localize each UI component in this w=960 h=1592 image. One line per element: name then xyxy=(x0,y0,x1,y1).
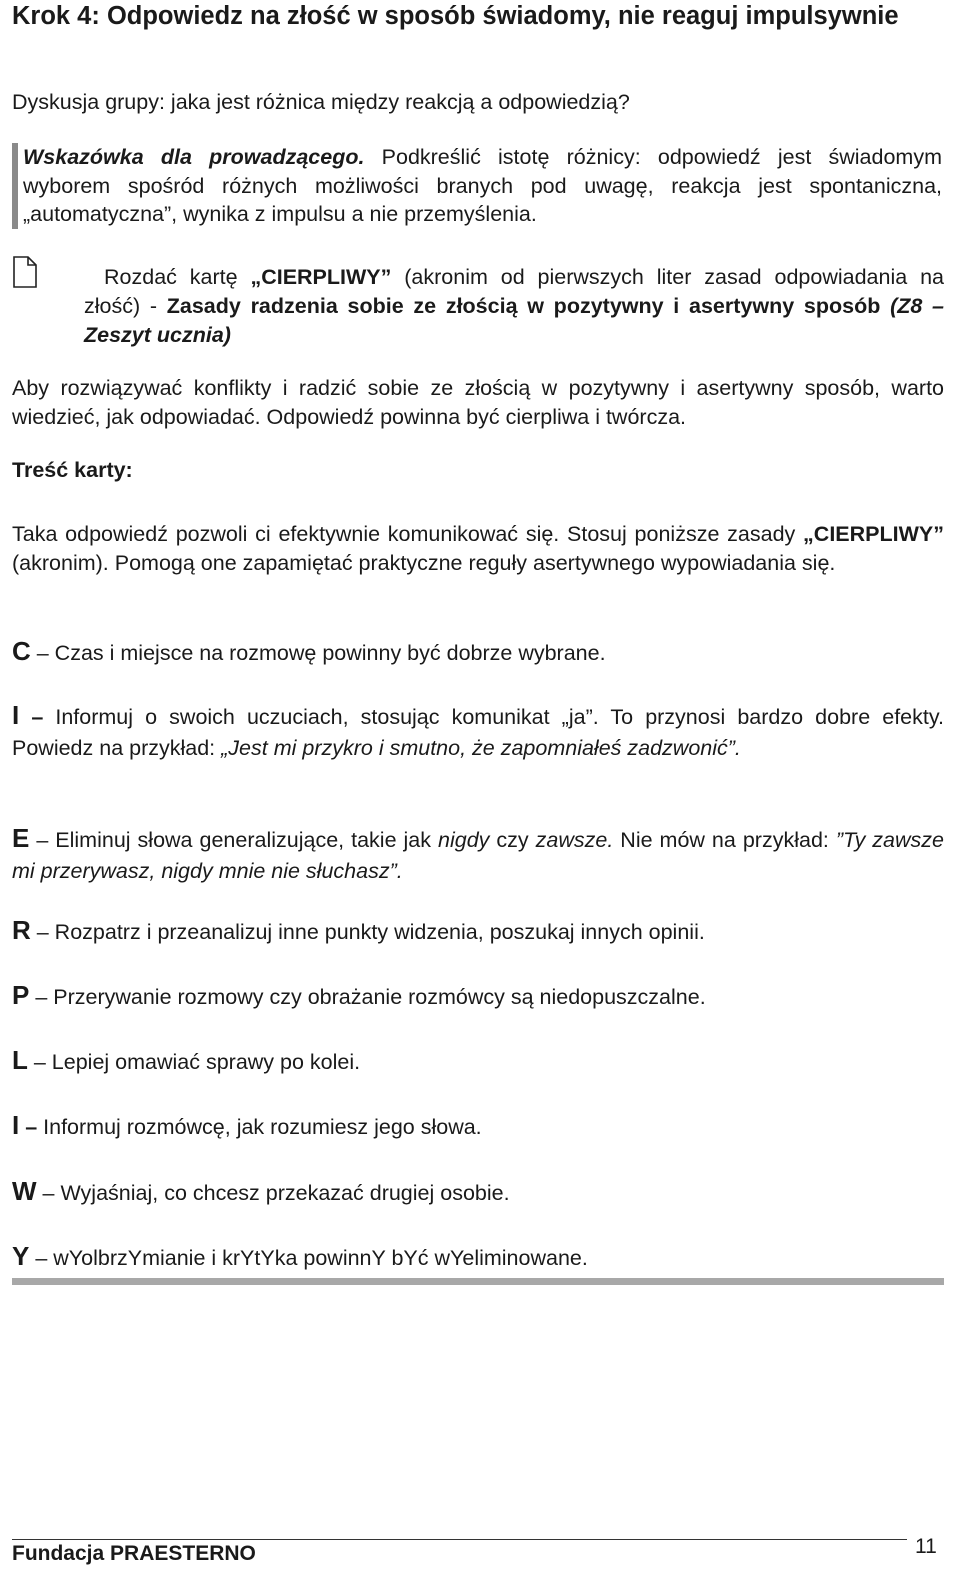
card-content-label: Treść karty: xyxy=(12,458,133,482)
rule-y xyxy=(12,1241,944,1274)
rule-i2 xyxy=(12,1110,944,1143)
rule-w xyxy=(12,1176,944,1209)
card-title: Zasady radzenia sobie ze złością w pozytywny i asertywny sposób xyxy=(166,294,881,318)
rule-i1-example: „Jest mi przykro i smutno, że zapomniałeś zadzwonić”. xyxy=(221,736,741,760)
rule-y-letter: Y xyxy=(12,1241,30,1271)
rule-i2-text: Informuj rozmówcę, jak rozumiesz jego słowa. xyxy=(37,1115,482,1139)
rule-l-text: – Lepiej omawiać sprawy po kolei. xyxy=(27,1050,361,1074)
card-acronym: „CIERPLIWY” xyxy=(250,265,392,289)
rule-i2-dash: – xyxy=(19,1115,38,1139)
rule-l xyxy=(12,1045,944,1078)
rule-i1-dash: – xyxy=(19,705,44,729)
footer-rule xyxy=(12,1539,907,1540)
rule-e-word1: nigdy xyxy=(438,828,490,852)
rule-e-word2: zawsze. xyxy=(535,828,614,852)
rule-r-text: – Rozpatrz i przeanalizuj inne punkty widzenia, poszukaj innych opinii. xyxy=(30,920,705,944)
card-reference: (Z8 – Zeszyt ucznia) xyxy=(84,294,944,347)
rule-p xyxy=(12,980,944,1013)
rule-e-text3: Nie mów na przykład: xyxy=(613,828,836,852)
hint-text xyxy=(23,143,942,229)
rule-c-text: – Czas i miejsce na rozmowę powinny być dobrze wybrane. xyxy=(30,641,606,665)
step-heading: Krok 4: Odpowiedz na złość w sposób świadomy, nie reaguj impulsywnie xyxy=(12,2,899,30)
card-intro-paragraph xyxy=(12,520,944,577)
rule-r-letter: R xyxy=(12,915,31,945)
card-instruction xyxy=(84,263,944,350)
section-divider xyxy=(12,1278,944,1285)
rule-l-letter: L xyxy=(12,1045,28,1075)
hint-side-bar xyxy=(12,143,18,229)
rule-e-text2: czy xyxy=(489,828,536,852)
document-icon xyxy=(12,256,38,288)
page-number: 11 xyxy=(915,1535,937,1558)
card-instruction-middle: (akronim od pierwszych liter zasad odpowiadania na złość) - xyxy=(84,265,944,318)
rule-w-text: – Wyjaśniaj, co chcesz przekazać drugiej osobie. xyxy=(36,1181,510,1205)
rule-i1-text: Informuj o swoich uczuciach, stosując komunikat „ja”. To przynosi bardzo dobre efekty. Powiedz na przykład: xyxy=(12,705,944,760)
rule-w-letter: W xyxy=(12,1176,37,1206)
rule-c xyxy=(12,636,944,669)
rule-p-letter: P xyxy=(12,980,30,1010)
rule-e-letter: E xyxy=(12,823,30,853)
card-intro-acronym: „CIERPLIWY” xyxy=(803,522,944,546)
rule-y-text: – wYolbrzYmianie i krYtYka powinnY bYć wYeliminowane. xyxy=(29,1246,588,1270)
card-intro-part2: (akronim). Pomogą one zapamiętać praktyczne reguły asertywnego wypowiadania się. xyxy=(12,550,836,575)
rule-r xyxy=(12,915,944,948)
card-instruction-lead: Rozdać kartę xyxy=(104,265,251,289)
rule-e-example: ”Ty zawsze mi przerywasz, nigdy mnie nie słuchasz”. xyxy=(12,828,945,883)
hint-label: Wskazówka dla prowadzącego. xyxy=(23,145,365,169)
card-intro-part1: Taka odpowiedź pozwoli ci efektywnie komunikować się. Stosuj poniższe zasady xyxy=(12,522,804,546)
rule-p-text: – Przerywanie rozmowy czy obrażanie rozmówcy są niedopuszczalne. xyxy=(29,985,706,1009)
rule-i1-letter: I xyxy=(12,700,20,730)
rule-e-text1: – Eliminuj słowa generalizujące, takie jak xyxy=(29,828,438,852)
discussion-question: Dyskusja grupy: jaka jest różnica między reakcją a odpowiedzią? xyxy=(12,90,630,114)
rule-i2-letter: I xyxy=(12,1110,20,1140)
footer-organization: Fundacja PRAESTERNO xyxy=(12,1542,256,1565)
rule-e xyxy=(12,823,944,887)
rule-i1 xyxy=(12,700,944,764)
facilitator-hint-box xyxy=(12,143,942,229)
intro-paragraph: Aby rozwiązywać konflikty i radzić sobie ze złością w pozytywny i asertywny sposób, warto wiedzieć, jak odpowiadać. Odpowiedź powinna być cierpliwa i twórcza. xyxy=(12,376,944,429)
rule-c-letter: C xyxy=(12,636,31,666)
hint-body: Podkreślić istotę różnicy: odpowiedź jest świadomym wyborem spośród różnych możliwości branych pod uwagę, reakcja jest spontaniczna, „automatyczna”, wynika z impulsu a nie przemyślenia. xyxy=(23,145,942,226)
